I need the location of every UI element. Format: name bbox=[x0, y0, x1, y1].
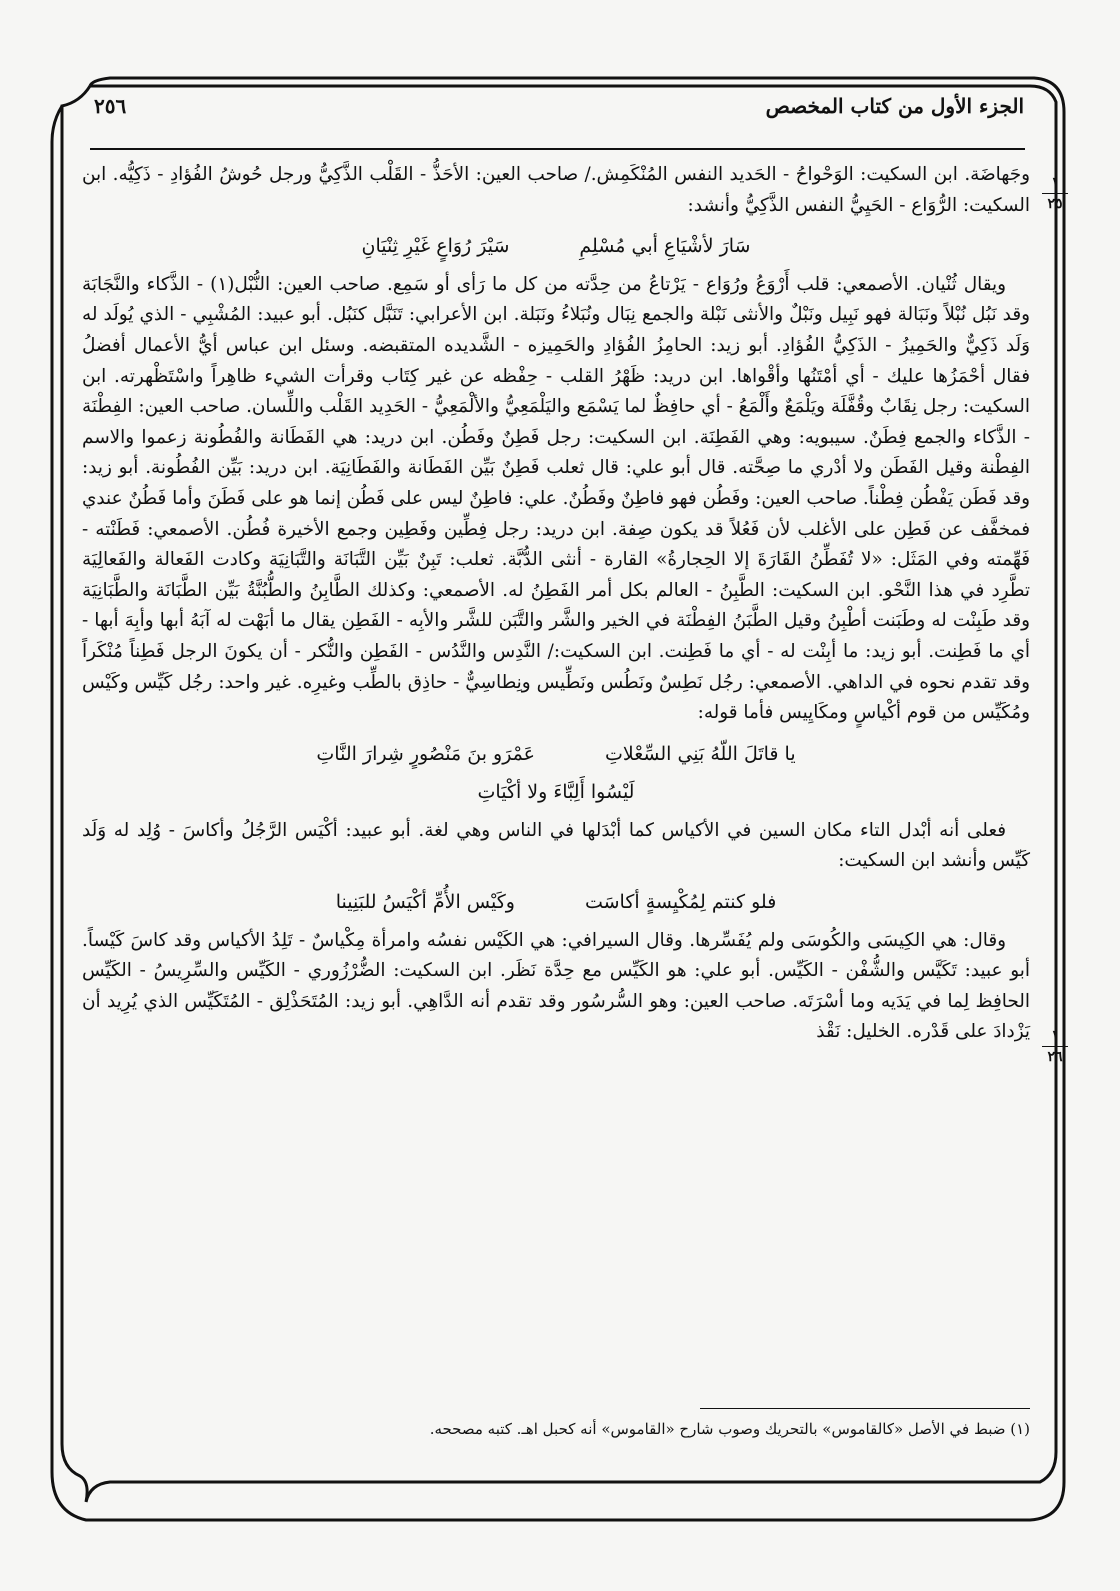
page-header bbox=[94, 94, 1024, 130]
book-title: الجزء الأول من كتاب المخصص bbox=[765, 94, 1024, 118]
verse-1 bbox=[82, 231, 1030, 262]
paragraph-4: وقال: هي الكِيسَى والكُوسَى ولم يُفَسِّرها. وقال السيرافي: هي الكَيْس نفسُه وامرأة مِكْياسٌ - تَلِدُ الأكياس وقد كاسَ كَيْساً. أبو عبيد: تَكَيَّس والشُّفْن - الكَيِّس. أبو علي: هو الكَيِّس مع حِدَّة نَظَر. ابن السكيت: الضُّرْزُوري - الكَيِّس والسِّرِيسُ - الكَيِّس الحافِظ لِما في يَدَيه وما أسْرَتَه. صاحب العين: وهو السُّرسُور وقد تقدم أنه الدَّاهِي. أبو زيد: المُتَحَذْلِق - المُتَكَيِّس الذي يُرِيد أن يَزْدادَ على قَدْره. الخليل: نَقْذ bbox=[82, 929, 1030, 1043]
paragraph-1: وجَهاضَة. ابن السكيت: الوَحْواحُ - الحَديد النفس المُنْكَمِش./ صاحب العين: الأحَذُّ - القَلْب الذَّكِيُّ ورجل حُوشُ الفُؤادِ - ذَكِيُّه. ابن السكيت: الرُّوَاع - الحَيِيُّ النفس الذَّكِيُّ وأنشد: bbox=[82, 164, 1030, 216]
verse-hemistich: سَارَ لأشْيَاعِ أبي مُسْلِمِ bbox=[579, 235, 751, 258]
margin-mark-top: ١ bbox=[1051, 1028, 1059, 1044]
paragraph-2: ويقال ثُنْيان. الأصمعي: قلب أَرْوَعُ ورُوَاع - يَرْتاعُ من حِدَّته من كل ما رَأى أو سَمِع. صاحب العين: النُّبْل(١) - الذَّكاء والنَّجَابَة وقد نَبُل نُبْلاً ونَبَالة فهو نَبِيل ونَبْلٌ والأنثى نَبْلة والجمع نِبَال ونُبَلاءُ ونَبَلة. ابن الأعرابي: تَنَبَّل كنَبُل. أبو عبيد: المُشْبِي - الذي يُولَد له وَلَد ذَكِيٌّ والحَمِيزُ - الذَكِيُّ الفُؤادِ. أبو زيد: الحامِزُ الفُؤادِ والحَمِيزه - الشَّديده المتقبضه. وسئل ابن عباس أيُّ الأعمال أفضلُ فقال أحْمَزُها عليك - أي أمْتَنُها وأقْواها. ابن دريد: ظَهْرُ القلب - حِفْظه عن غير كِتَاب وقرأت الشيء ظاهِراً واسْتَظْهرته. ابن السكيت: رجل نِقَابٌ وقُفَّلَة ويَلْمَعٌ وأَلْمَعُ - أي حافِظٌ لما يَسْمَع واليَلْمَعِيُّ والألْمَعِيُّ - الحَدِيد القَلْب واللِّسان. صاحب العين: الفِطْنَة - الذَّكاء والجمع فِطَنٌ. سيبويه: وهي الفَطِنَة. ابن السكيت: رجل فَطِنٌ وفَطُن. ابن دريد: هي الفَطَانة والفُطُونة زعموا والاسم الفِطْنة وقيل الفَطَن ولا أدْري ما صِحَّته. قال أبو علي: قال ثعلب فَطِنٌ بَيِّن الفَطَانة والفَطَانِيَة. ابن دريد: بَيِّن الفُطُونة. أبو زيد: وقد فَطَن يَفْطُن فِطْناً. صاحب العين: وفَطُن فهو فاطِنٌ وفَطُنٌ. علي: فاطِنٌ ليس على فَطُن إنما هو على فَطَنَ وأما فَطُنٌ عندي فمخفَّف عن فَطِن على الأغلب لأن فَعُلاً قد يكون صِفة. ابن دريد: رجل فِطِّين وفَطِين وجمع الأخيرة فُطُن. الأصمعي: فَطَنْته - فَهِّمته وفي المَثَل: «لا تُفَطِّنُ القَارَةَ إلا الحِجارةُ» القارة - أنثى الدُّبَّة. ثعلب: تَبِنٌ بَيِّن التَّبَانَة والتَّبَانِيَة وكادت الفَعالة والفَعالِيَة تطَّرِد في هذا النَّحْو. ابن السكيت: الطَّبِنُ - العالم بكل أمر الفَطِنُ له. الأصمعي: وكذلك الطَّابِنُ والطُّبُنَّةُ بَيِّن الطَّبَانَة والطَّبَانِيَة وقد طَبِنْت له وطَبَنت أطْبِنُ وقيل الطَّبَنُ الفِطْنَة في الخير والشَّر والتَّبَن للشَّر والأبِه - الفَطِن يقال ما أبَهْت له آبَهُ أبها وأبِهَ أبها - أي ما فَطِنت. أبو زيد: ما أبِنْت له - أي ما فَطِنت. ابن السكيت:/ النَّدِس والنَّدُس - الفَطِن والنُّكر - أن يكونَ الرجل فَطِناً مُنْكَراً وقد تقدم نحوه في الداهي. الأصمعي: رجُل نَطِسٌ ونَطُس ونَطِّيس ونِطاسِيٌّ - حاذِق بالطِّب وغيرِه. غير واحد: رجُل كَيِّس وكَيْس ومُكَيِّس من قوم أكْياسٍ ومكَايِيس فأما قوله: bbox=[82, 273, 1030, 724]
verse-4 bbox=[82, 887, 1030, 918]
margin-mark-bottom: ٢٥ bbox=[1047, 196, 1063, 212]
verse-3 bbox=[82, 777, 1030, 808]
main-text bbox=[82, 160, 1030, 1048]
verse-hemistich: لَيْسُوا أَلِبَّاءَ ولا أكْيَاتِ bbox=[477, 781, 635, 804]
verse-hemistich: عَمْرَو بنَ مَنْصُورٍ شِرارَ النَّاتِ bbox=[316, 742, 536, 765]
margin-mark-bottom: ٢٦ bbox=[1047, 1049, 1063, 1065]
footnote-rule bbox=[700, 1408, 1030, 1409]
header-rule bbox=[90, 148, 1025, 150]
margin-mark-top: ١ bbox=[1051, 175, 1059, 191]
margin-mark-25 bbox=[1042, 175, 1068, 212]
footnote: (١) ضبط في الأصل «كالقاموس» بالتحريك وصوب شارح «القاموس» أنه كحبل اهـ. كتبه مصححه. bbox=[429, 1420, 1030, 1438]
paragraph-3: فعلى أنه أبْدل التاء مكان السين في الأكياس كما أبْدَلها في الناس وهي لغة. أبو عبيد: أكْيَس الرَّجُلُ وأكاسَ - وُلِد له وَلَد كَيِّس وأنشد ابن السكيت: bbox=[82, 819, 1030, 872]
page-number: ٢٥٦ bbox=[94, 94, 127, 118]
verse-2 bbox=[82, 739, 1030, 770]
verse-hemistich: سَيْرَ رُوَاعٍ غَيْرِ ثِنْيَانِ bbox=[361, 235, 510, 258]
verse-hemistich: يا قاتَلَ اللّهُ بَنِي السِّعْلاتِ bbox=[605, 742, 796, 765]
verse-hemistich: وكَيْس الأُمِّ أكْيَسُ للبَنِينا bbox=[335, 891, 515, 914]
verse-hemistich: فلو كنتم لِمُكْيِسةٍ أكاسَت bbox=[584, 891, 777, 914]
margin-mark-26 bbox=[1042, 1028, 1068, 1065]
